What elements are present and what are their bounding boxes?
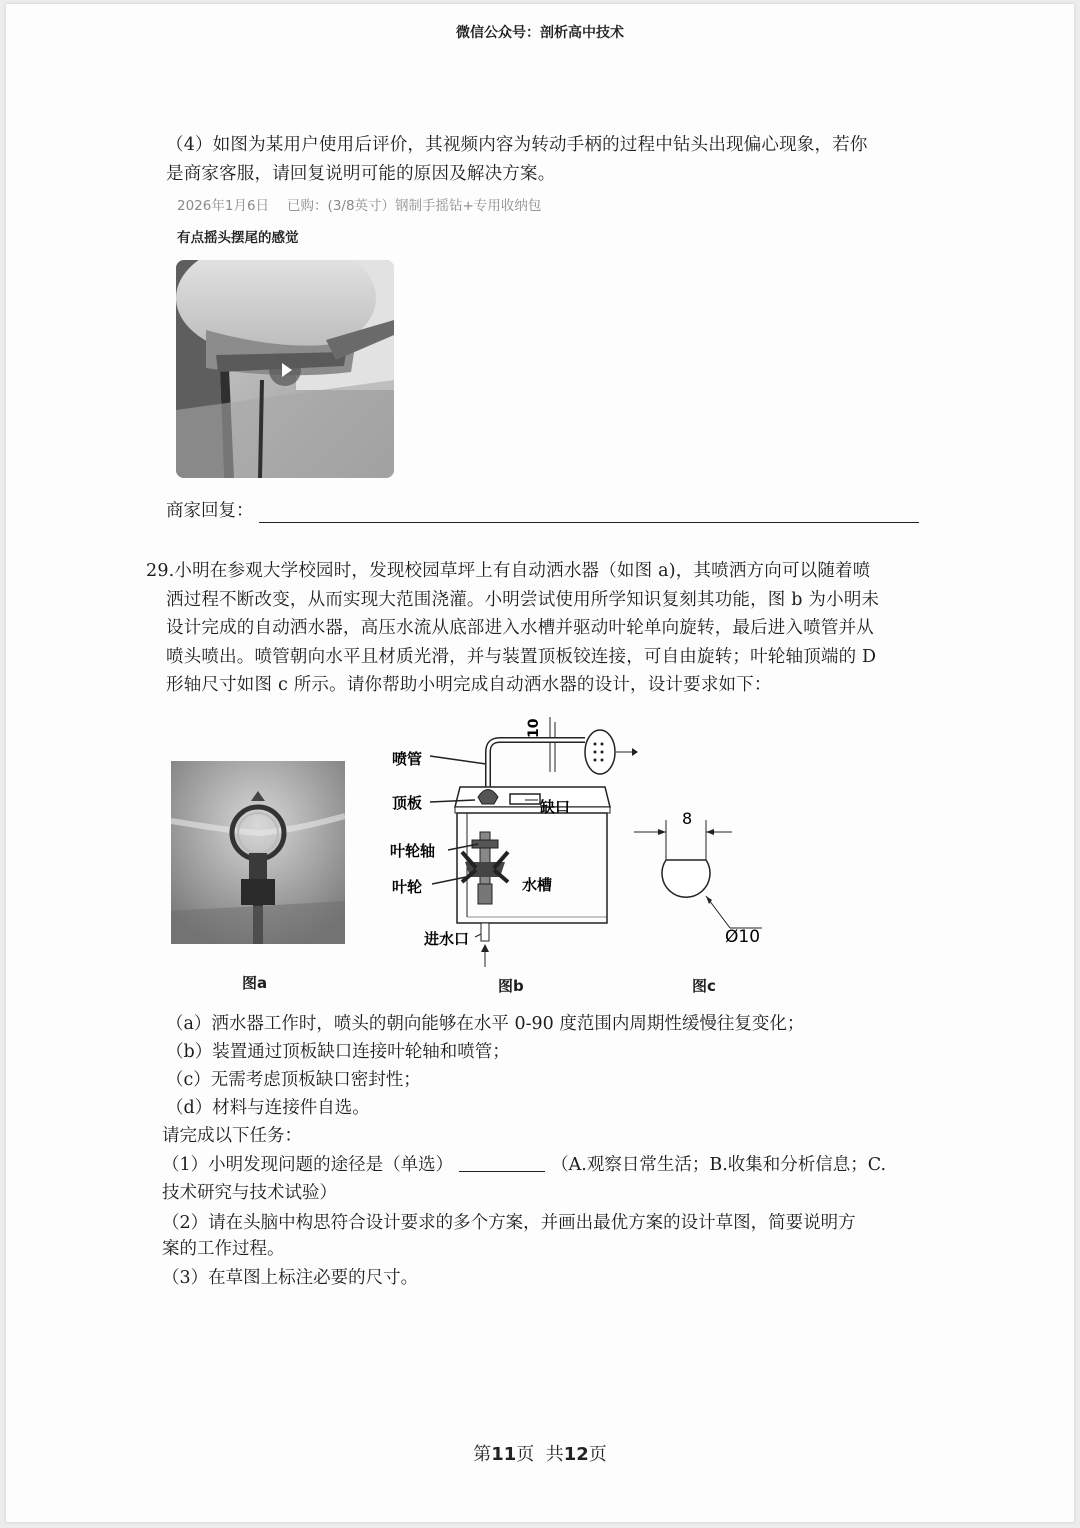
- review-date: 2026年1月6日: [177, 198, 270, 214]
- footer-suffix: 页: [588, 1444, 607, 1465]
- label-nozzle-pipe: 喷管: [392, 750, 423, 768]
- review-purchase: 已购：(3/8英寸）钢制手摇钻+专用收纳包: [287, 198, 542, 214]
- q29-stem: [146, 557, 922, 700]
- task-1-prefix: （1）小明发现问题的途径是（单选）: [162, 1155, 454, 1175]
- requirement-b: （b）装置通过顶板缺口连接叶轮轴和喷管；: [166, 1042, 510, 1062]
- dim-10-label: 10: [526, 718, 542, 738]
- footer-prefix: 第: [473, 1444, 492, 1465]
- figure-b-schematic: [380, 712, 650, 972]
- q28-4-prompt-line2: 是商家客服，请回复说明可能的原因及解决方案。: [166, 163, 556, 184]
- caption-fig-a: 图a: [242, 974, 268, 992]
- task-3: （3）在草图上标注必要的尺寸。: [162, 1268, 419, 1288]
- caption-fig-c: 图c: [692, 977, 716, 995]
- footer-mid: 页 共: [516, 1444, 564, 1465]
- review-meta: [177, 194, 559, 214]
- figure-c-d-shaft: [620, 800, 780, 960]
- label-inlet: 进水口: [424, 930, 470, 948]
- page-header: 微信公众号：剖析高中技术: [456, 25, 624, 41]
- label-notch: 缺口: [540, 798, 571, 816]
- q29-line-4: 喷头喷出。喷管朝向水平且材质光滑，并与装置顶板铰连接，可自由旋转；叶轮轴顶端的 D: [166, 646, 877, 667]
- review-text: 有点摇头摆尾的感觉: [177, 230, 299, 246]
- footer-page-number: 11: [491, 1444, 517, 1465]
- task-1-line2: 技术研究与技术试验）: [162, 1183, 337, 1203]
- q29-line-3: 设计完成的自动洒水器，高压水流从底部进入水槽并驱动叶轮单向旋转，最后进入喷管并从: [166, 618, 874, 638]
- label-water-tank: 水槽: [522, 876, 553, 894]
- reply-label: 商家回复：: [166, 501, 254, 521]
- label-impeller-shaft: 叶轮轴: [390, 842, 436, 860]
- play-icon[interactable]: [269, 354, 301, 386]
- page-footer: [0, 1440, 1080, 1466]
- task-1-answer-blank[interactable]: [459, 1153, 545, 1172]
- task-1-options: （A.观察日常生活；B.收集和分析信息；C.: [551, 1155, 887, 1175]
- task-intro: 请完成以下任务：: [162, 1126, 302, 1146]
- task-1: [162, 1151, 922, 1180]
- task-2-line1: （2）请在头脑中构思符合设计要求的多个方案，并画出最优方案的设计草图，简要说明方: [162, 1213, 856, 1233]
- dim-8-label: 8: [682, 809, 693, 828]
- q29-line-2: 洒过程不断改变，从而实现大范围浇灌。小明尝试使用所学知识复刻其功能，图 b 为小明未: [166, 589, 880, 610]
- task-2-line2: 案的工作过程。: [162, 1239, 285, 1259]
- dia-10-label: Ø10: [725, 927, 761, 947]
- figure-a-sprinkler-photo: [171, 761, 345, 944]
- caption-fig-b: 图b: [498, 977, 524, 995]
- label-top-plate: 顶板: [392, 794, 423, 812]
- q29-line-1: 29.小明在参观大学校园时，发现校园草坪上有自动洒水器（如图 a)，其喷洒方向可以随着喷: [146, 561, 871, 581]
- requirement-c: （c）无需考虑顶板缺口密封性；: [166, 1070, 421, 1090]
- requirement-a: （a）洒水器工作时，喷头的朝向能够在水平 0-90 度范围内周期性缓慢往复变化；: [166, 1014, 805, 1034]
- label-impeller: 叶轮: [392, 878, 423, 896]
- q28-4-prompt-line1: （4）如图为某用户使用后评价，其视频内容为转动手柄的过程中钻头出现偏心现象，若你: [166, 135, 868, 155]
- footer-total-pages: 12: [563, 1444, 589, 1465]
- q29-line-5: 形轴尺寸如图 c 所示。请你帮助小明完成自动洒水器的设计，设计要求如下：: [166, 675, 772, 695]
- reply-answer-line[interactable]: [259, 522, 919, 523]
- requirement-d: （d）材料与连接件自选。: [166, 1098, 370, 1118]
- q28-4-prompt: [166, 131, 922, 188]
